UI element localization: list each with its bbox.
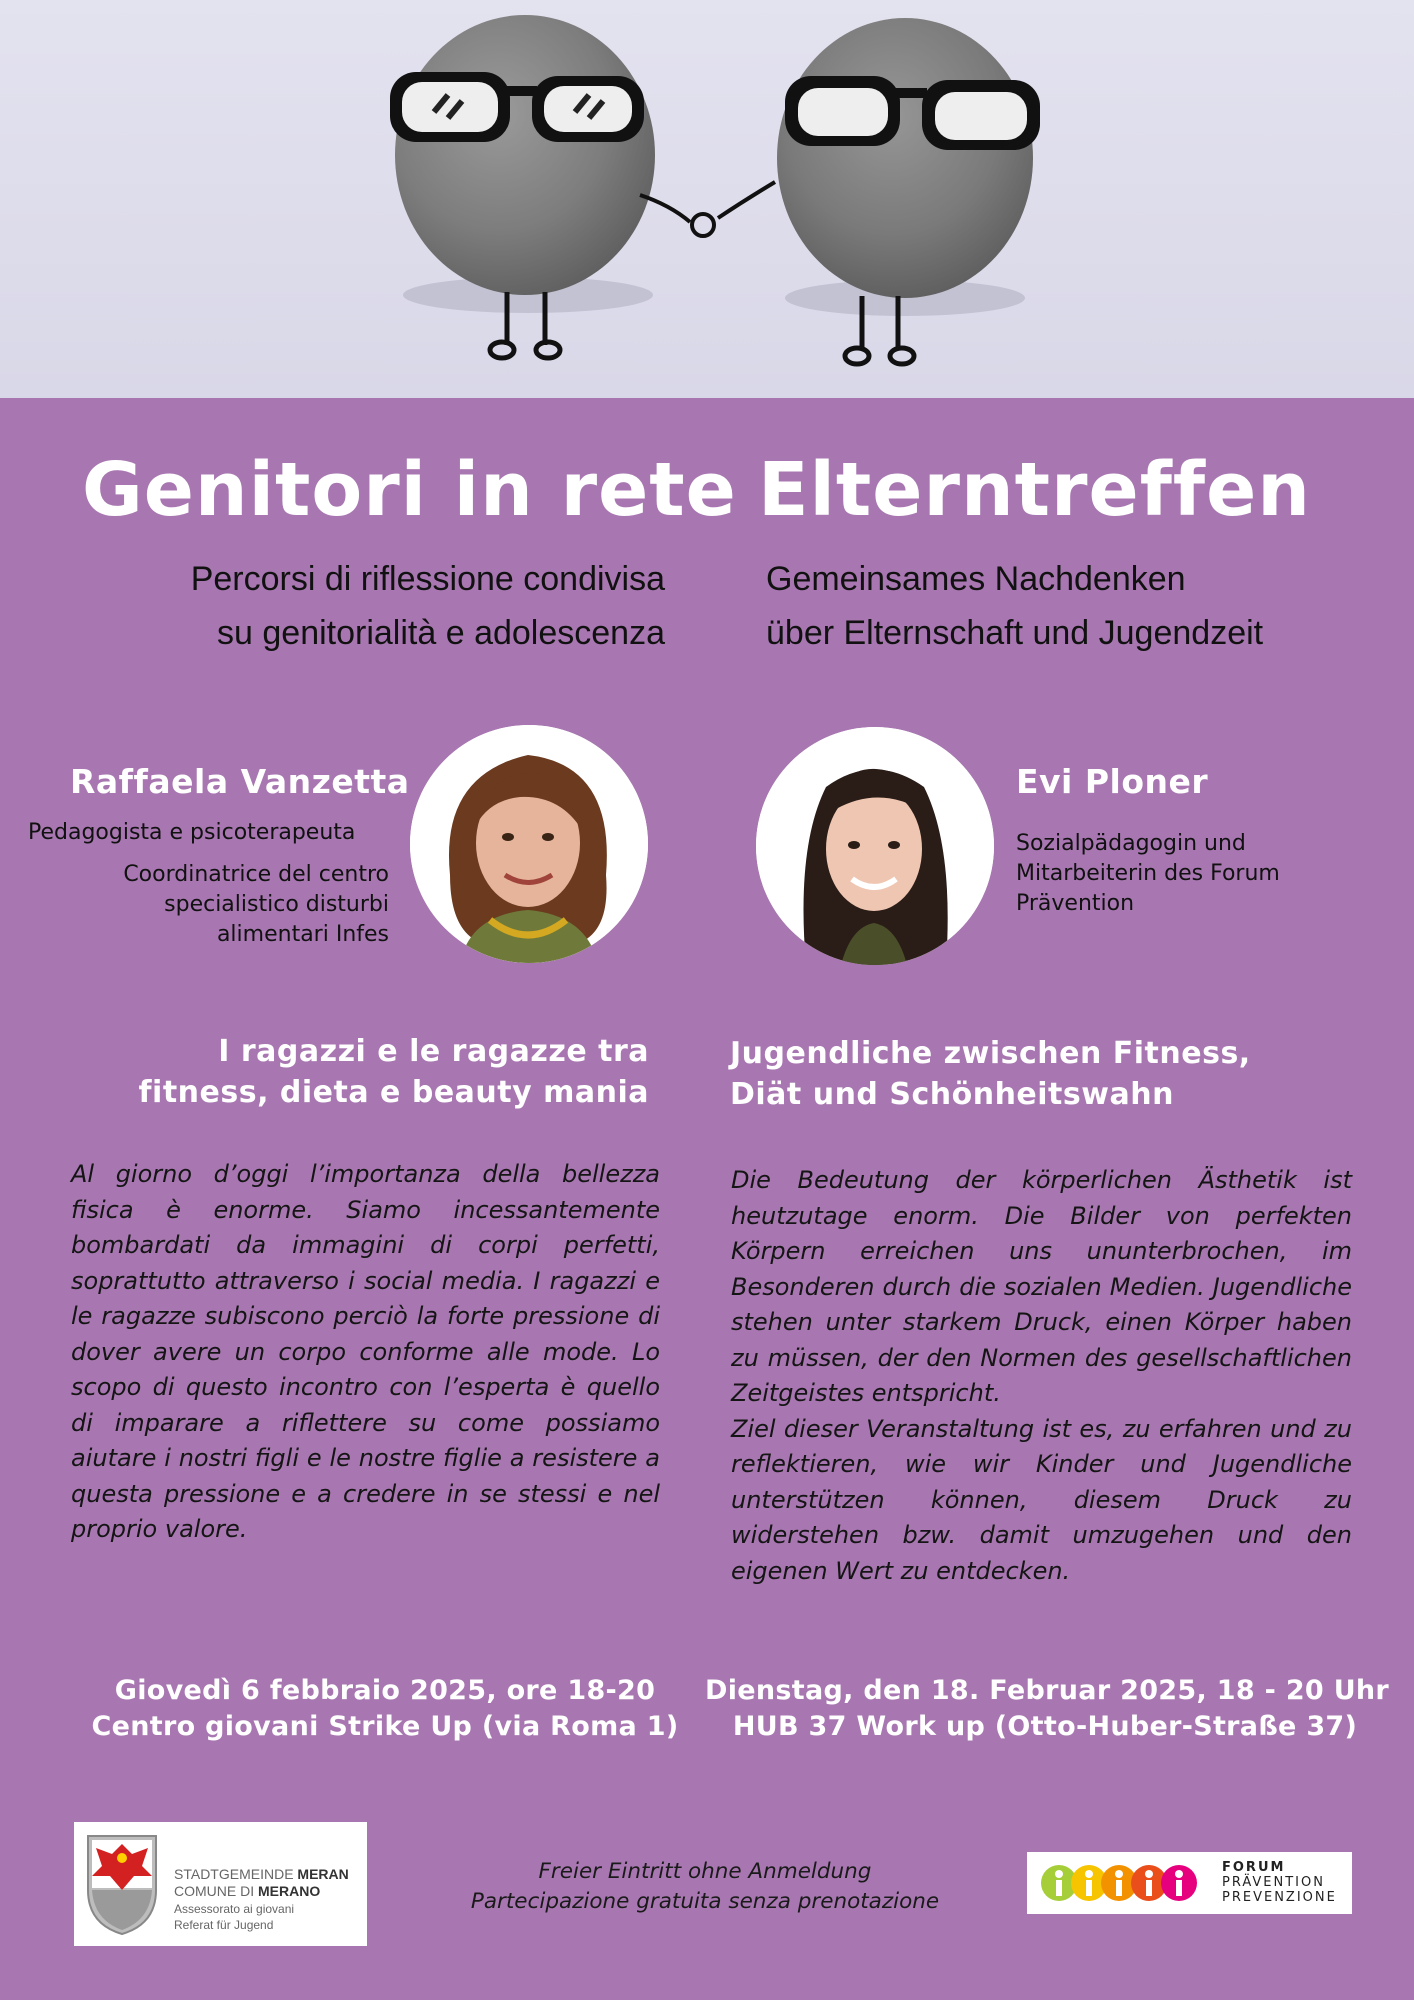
merano-logo-text	[174, 1866, 349, 1933]
speaker-role-left-line: Pedagogista e psicoterapeuta	[28, 820, 356, 845]
event-italian-location: Centro giovani Strike Up (via Roma 1)	[91, 1711, 679, 1742]
forum-logo-line3: PREVENZIONE	[1222, 1890, 1337, 1905]
topic-german-line: Jugendliche zwischen Fitness,	[730, 1036, 1251, 1071]
subtitle-german-line: Gemeinsames Nachdenken	[766, 560, 1186, 598]
speaker-name-right: Evi Ploner	[1016, 762, 1209, 801]
event-german	[705, 1673, 1390, 1745]
subtitle-german-line: über Elternschaft und Jugendzeit	[766, 614, 1264, 652]
speaker-role-right-line: Prävention	[1016, 891, 1135, 916]
event-italian-date: Giovedì 6 febbraio 2025, ore 18-20	[114, 1675, 656, 1706]
body-german	[731, 1163, 1352, 1589]
speaker-role-left-line: Coordinatrice del centro	[123, 862, 389, 887]
event-german-date: Dienstag, den 18. Februar 2025, 18 - 20 Uhr	[705, 1675, 1390, 1706]
footer-note-italian: Partecipazione gratuita senza prenotazione	[470, 1889, 940, 1914]
forum-logo-line1: FORUM	[1222, 1860, 1286, 1875]
title-italian: Genitori in rete	[82, 447, 737, 533]
footer-note	[420, 1857, 990, 1917]
subtitle-italian-line: Percorsi di riflessione condivisa	[190, 560, 665, 598]
speaker-role-right-line: Mitarbeiterin des Forum	[1016, 861, 1280, 886]
coat-of-arms-icon	[82, 1832, 162, 1936]
topic-italian-line: I ragazzi e le ragazze tra	[218, 1034, 649, 1069]
event-german-location: HUB 37 Work up (Otto-Huber-Straße 37)	[732, 1711, 1358, 1742]
merano-logo-line2: COMUNE DI	[174, 1883, 258, 1899]
speaker-role-left	[40, 860, 389, 950]
speaker-photo-right	[756, 727, 994, 965]
merano-logo-line3: Assessorato ai giovani	[174, 1902, 295, 1916]
event-italian	[60, 1673, 710, 1745]
speaker-name-left: Raffaela Vanzetta	[70, 762, 410, 801]
speaker-photo-left	[410, 725, 648, 963]
body-german-paragraph: Die Bedeutung der körperlichen Ästhetik ist heutzutage enorm. Die Bilder von perfekten Körpern erreichen uns ununterbrochen, im Besonderen durch die sozialen Medien. Jugendliche stehen unter starkem Druck, einen Körper haben zu müssen, der den Normen des gesellschaftlichen Zeitgeistes entspricht.	[731, 1166, 1352, 1407]
merano-logo-line2-bold: MERANO	[258, 1883, 321, 1899]
title-german: Elterntreffen	[758, 447, 1311, 533]
merano-logo-line4: Referat für Jugend	[174, 1918, 274, 1932]
footer-note-german: Freier Eintritt ohne Anmeldung	[538, 1859, 872, 1884]
topic-italian	[60, 1031, 649, 1113]
colorful-figures-icon	[1041, 1860, 1211, 1906]
stones-illustration	[0, 0, 1414, 398]
subtitle-german	[766, 552, 1263, 660]
subtitle-italian	[60, 552, 665, 660]
merano-logo	[74, 1822, 367, 1946]
speaker-role-left-line: specialistico disturbi	[164, 892, 389, 917]
topic-german-line: Diät und Schönheitswahn	[730, 1077, 1174, 1112]
forum-logo-text	[1222, 1860, 1337, 1905]
forum-praevention-logo	[1027, 1852, 1352, 1914]
body-german-paragraph: Ziel dieser Veranstaltung ist es, zu erfahren und zu reflektieren, wie wir Kinder und Jugendliche unterstützen können, diesem Druck zu widerstehen bzw. damit umzugehen und den eigenen Wert zu entdecken.	[731, 1414, 1352, 1585]
subtitle-italian-line: su genitorialità e adolescenza	[217, 614, 665, 652]
merano-logo-line1: STADTGEMEINDE	[174, 1866, 298, 1882]
topic-italian-line: fitness, dieta e beauty mania	[138, 1075, 649, 1110]
body-italian: Al giorno d’oggi l’importanza della bellezza fisica è enorme. Siamo incessantemente bombardati da immagini di corpi perfetti, soprattutto attraverso i social media. I ragazzi e le ragazze subiscono perciò la forte pressione di dover avere un corpo conforme alle mode. Lo scopo di questo incontro con l’esperta è quello di imparare a riflettere su come possiamo aiutare i nostri figli e le nostre figlie a resistere a questa pressione e a credere in se stessi e nel proprio valore.	[71, 1160, 660, 1543]
speaker-role-right-line: Sozialpädagogin und	[1016, 831, 1246, 856]
merano-logo-line1-bold: MERAN	[297, 1866, 349, 1882]
speaker-role-left-line: alimentari Infes	[216, 922, 389, 947]
speaker-role-right	[1016, 829, 1280, 919]
forum-logo-line2: PRÄVENTION	[1222, 1875, 1325, 1890]
hero-image	[0, 0, 1414, 398]
topic-german	[730, 1033, 1251, 1115]
